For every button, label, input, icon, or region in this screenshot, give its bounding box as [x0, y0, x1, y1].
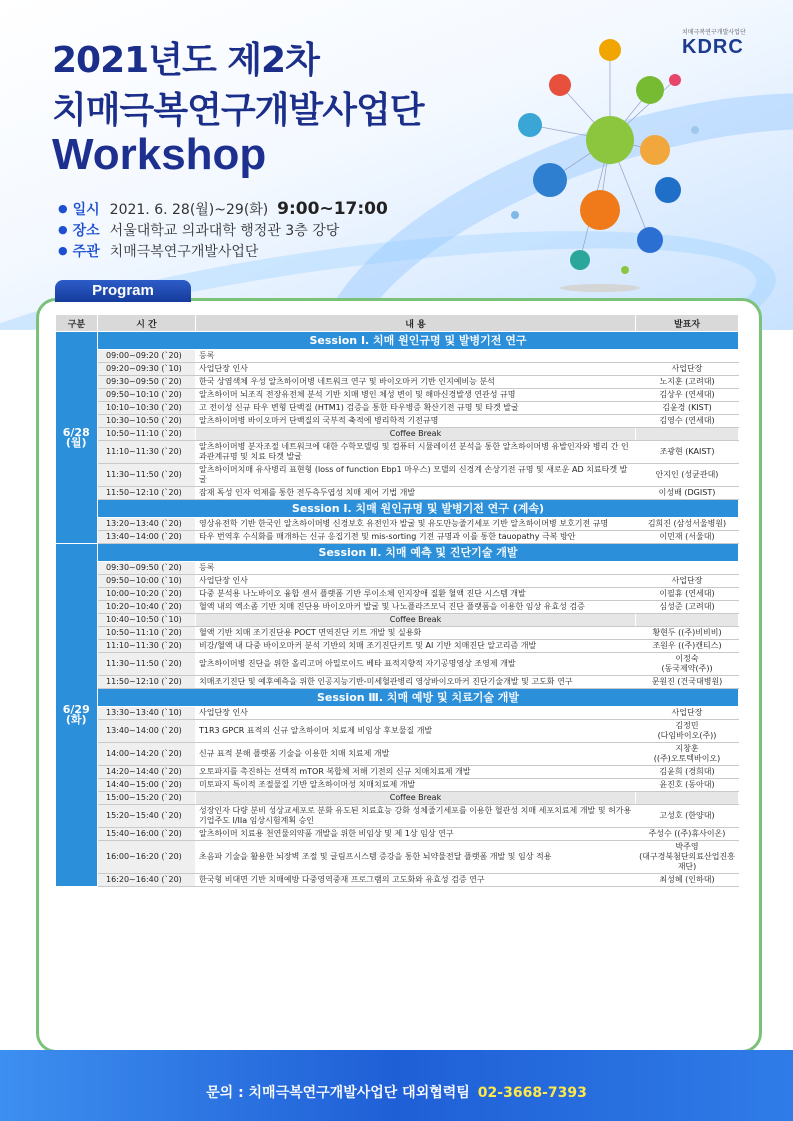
content-cell: 알츠하이머 치료용 천연물의약품 개발을 위한 비임상 및 제 1상 임상 연구: [196, 828, 636, 841]
content-cell: 타우 번역후 수식화를 매개하는 신규 응집기전 및 mis-sorting 기전 규명과 이를 통한 tauopathy 극복 방안: [196, 531, 636, 544]
table-row: [56, 766, 739, 779]
logo-subtitle: 치매극복연구개발사업단: [682, 29, 746, 36]
content-cell: 알츠하이머병 바이오마커 단백질의 국부적 축적에 병리학적 기전규명: [196, 415, 636, 428]
dna-icon: [518, 113, 542, 137]
time-cell: 10:50~11:10 (`20): [98, 428, 196, 441]
speaker-cell: 이민재 (서울대): [636, 531, 739, 544]
time-cell: 15:40~16:00 (`20): [98, 828, 196, 841]
time-cell: 15:00~15:20 (`20): [98, 792, 196, 805]
table-row: [56, 627, 739, 640]
speaker-cell: 사업단장: [636, 707, 739, 720]
contact-phone: 02-3668-7393: [477, 1085, 587, 1101]
table-row: [56, 376, 739, 389]
time-cell: 09:30~09:50 (`20): [98, 562, 196, 575]
table-row: [56, 428, 739, 441]
time-cell: 10:00~10:20 (`20): [98, 588, 196, 601]
table-row: [56, 707, 739, 720]
logo-name: KDRC: [682, 36, 744, 58]
speaker-cell: 조원우 ((주)캔티스): [636, 640, 739, 653]
content-cell: 혈액 내의 엑소좀 기반 치매 진단용 바이오마커 발굴 및 나노플라즈모닉 진단 플랫폼을 이용한 임상 유효성 검증: [196, 601, 636, 614]
table-row: [56, 588, 739, 601]
speaker-cell: 박주영 (대구경북첨단의료산업진흥재단): [636, 841, 739, 874]
content-cell: 사업단장 인사: [196, 707, 636, 720]
table-row: [56, 874, 739, 887]
time-cell: 15:20~15:40 (`20): [98, 805, 196, 828]
chart-icon: [636, 76, 664, 104]
time-cell: 10:40~10:50 (`10): [98, 614, 196, 627]
content-cell: 고 전이성 신규 타우 변형 단백질 (HTM1) 검증을 통한 타우병증 확산기전 규명 및 타겟 발굴: [196, 402, 636, 415]
speaker-cell: 고성호 (한양대): [636, 805, 739, 828]
session-title: Session Ⅲ. 치매 예방 및 치료기술 개발: [98, 689, 739, 707]
speaker-cell: 심성준 (고려대): [636, 601, 739, 614]
content-cell: 등록: [196, 562, 636, 575]
speaker-cell: 황현두 ((주)비비비): [636, 627, 739, 640]
table-row: [56, 841, 739, 874]
content-cell: 등록: [196, 350, 636, 363]
time-cell: 09:50~10:00 (`10): [98, 575, 196, 588]
bullet-icon: ●: [58, 244, 68, 257]
speaker-cell: [636, 792, 739, 805]
time-cell: 11:10~11:30 (`20): [98, 640, 196, 653]
bullet-icon: ●: [58, 202, 68, 215]
speaker-cell: 김희진 (삼성서울병원): [636, 518, 739, 531]
session-title: Session Ⅰ. 치매 원인규명 및 발병기전 연구: [98, 332, 739, 350]
content-cell: 사업단장 인사: [196, 575, 636, 588]
team-icon: [580, 190, 620, 230]
content-cell: 미토파지 특이적 조절물질 기반 알츠하이머성 치매치료제 개발: [196, 779, 636, 792]
session-title: Session Ⅱ. 치매 예측 및 진단기술 개발: [98, 544, 739, 562]
table-row: [56, 676, 739, 689]
content-cell: 초음파 기술을 활용한 뇌장벽 조절 및 글림프시스템 증강을 통한 뇌약물전달 플랫폼 개발 및 임상 적용: [196, 841, 636, 874]
speaker-cell: 사업단장: [636, 575, 739, 588]
table-row: [56, 805, 739, 828]
table-row: [56, 720, 739, 743]
speaker-cell: 사업단장: [636, 363, 739, 376]
thumbs-up-icon: [637, 227, 663, 253]
table-row: [56, 531, 739, 544]
clipboard-icon: [655, 177, 681, 203]
time-cell: 16:20~16:40 (`20): [98, 874, 196, 887]
content-cell: 알츠하이머 뇌조직 전장유전체 분석 기반 치매 병인 체성 변이 및 해마신경발생 연관성 규명: [196, 389, 636, 402]
host-label: 주관: [72, 243, 100, 260]
speaker-cell: 주성수 ((주)휴사이온): [636, 828, 739, 841]
contact-info: [0, 1082, 793, 1102]
session-title: Session Ⅰ. 치매 원인규명 및 발병기전 연구 (계속): [98, 500, 739, 518]
folder-icon: [599, 39, 621, 61]
content-cell: 알츠하이머치매 유사병리 표현형 (loss of function Ebp1 마우스) 모델의 신경계 손상기전 규명 및 새로운 AD 치료타겟 발굴: [196, 464, 636, 487]
time-cell: 09:30~09:50 (`20): [98, 376, 196, 389]
time-cell: 14:20~14:40 (`20): [98, 766, 196, 779]
title-line-3: Workshop: [52, 130, 267, 179]
time-value: 9:00~17:00: [277, 198, 388, 219]
table-row: [56, 653, 739, 676]
table-header-row: [56, 315, 739, 332]
table-row: [56, 575, 739, 588]
time-cell: 10:30~10:50 (`20): [98, 415, 196, 428]
day-label: 6/29 (화): [56, 544, 98, 887]
content-cell: 신규 표적 분해 플랫폼 기술을 이용한 치매 치료제 개발: [196, 743, 636, 766]
table-row: [56, 415, 739, 428]
speaker-cell: 최성혜 (인하대): [636, 874, 739, 887]
time-cell: 10:10~10:30 (`20): [98, 402, 196, 415]
speaker-cell: 지창훈 ((주)오토텍바이오): [636, 743, 739, 766]
speaker-cell: [636, 350, 739, 363]
header-content: 내 용: [196, 315, 636, 332]
time-cell: 10:50~11:10 (`20): [98, 627, 196, 640]
content-cell: 알츠하이머병 분자조절 네트워크에 대한 수학모델링 및 컴퓨터 시뮬레이션 분석을 통한 알츠하이머병 유발인자와 병리 간 인과관계규명 및 치료 타겟 발굴: [196, 441, 636, 464]
host-value: 치매극복연구개발사업단: [109, 243, 259, 260]
content-cell: Coffee Break: [196, 614, 636, 627]
table-row: [56, 350, 739, 363]
info-host: [58, 240, 388, 261]
program-tab: Program: [55, 280, 191, 302]
content-cell: 알츠하이머병 진단을 위한 올리고머 아밀로이드 베타 표적지향적 자기공명영상 조영제 개발: [196, 653, 636, 676]
table-row: [56, 828, 739, 841]
time-cell: 09:00~09:20 (`20): [98, 350, 196, 363]
program-table: [55, 314, 739, 887]
contact-text: 문의 : 치매극복연구개발사업단 대외협력팀: [206, 1085, 470, 1101]
content-cell: 한국 상염색체 우성 알츠하이머병 네트워크 연구 및 바이오마커 기반 인지예비능 분석: [196, 376, 636, 389]
info-date: [58, 198, 388, 219]
time-cell: 11:50~12:10 (`20): [98, 676, 196, 689]
speaker-cell: 윤진호 (동아대): [636, 779, 739, 792]
day-label: 6/28 (월): [56, 332, 98, 544]
content-cell: 잠재 독성 인자 억제를 통한 전두측두엽성 치매 제어 기법 개발: [196, 487, 636, 500]
table-row: [56, 464, 739, 487]
time-cell: 10:20~10:40 (`20): [98, 601, 196, 614]
speaker-cell: 노지훈 (고려대): [636, 376, 739, 389]
content-cell: Coffee Break: [196, 428, 636, 441]
speaker-cell: 이정숙 (동국제약(주)): [636, 653, 739, 676]
table-row: [56, 363, 739, 376]
stethoscope-icon: [640, 135, 670, 165]
speaker-cell: 김윤희 (경희대): [636, 766, 739, 779]
time-cell: 13:30~13:40 (`10): [98, 707, 196, 720]
speaker-cell: 김상우 (연세대): [636, 389, 739, 402]
date-value: 2021. 6. 28(월)~29(화): [109, 201, 269, 218]
speaker-cell: [636, 428, 739, 441]
session-row: [56, 332, 739, 350]
table-row: [56, 518, 739, 531]
content-cell: 다중 분석용 나노바이오 융합 센서 플랫폼 기반 루이소체 인지장애 질환 혈액 진단 시스템 개발: [196, 588, 636, 601]
speaker-cell: 김정민 (다임바이오(주)): [636, 720, 739, 743]
event-info: [58, 198, 388, 261]
time-cell: 14:40~15:00 (`20): [98, 779, 196, 792]
header-time: 시 간: [98, 315, 196, 332]
content-cell: 혈액 기반 치매 조기진단용 POCT 면역진단 키트 개발 및 실용화: [196, 627, 636, 640]
content-cell: 오토파지를 촉진하는 선택적 mTOR 복합체 저해 기전의 신규 치매치료제 개발: [196, 766, 636, 779]
content-cell: 영상유전학 기반 한국인 알츠하이머병 신경보호 유전인자 발굴 및 유도만능줄기세포 기반 알츠하이머병 보호기전 규명: [196, 518, 636, 531]
table-row: [56, 640, 739, 653]
time-cell: 09:20~09:30 (`10): [98, 363, 196, 376]
time-cell: 13:40~14:00 (`20): [98, 720, 196, 743]
time-cell: 11:10~11:30 (`20): [98, 441, 196, 464]
research-network-graphic: [500, 30, 780, 300]
speaker-cell: 문원진 (건국대병원): [636, 676, 739, 689]
book-icon: [586, 116, 634, 164]
date-label: 일시: [72, 201, 100, 218]
target-icon: [570, 250, 590, 270]
place-label: 장소: [72, 222, 100, 239]
session-row: [56, 689, 739, 707]
table-row: [56, 614, 739, 627]
content-cell: T1R3 GPCR 표적의 신규 알츠하이머 치료제 비임상 후보물질 개발: [196, 720, 636, 743]
node-icon: [669, 74, 681, 86]
content-cell: 성장인자 다량 분비 성상교세포로 분화 유도된 치료효능 강화 성체줄기세포를 이용한 혈관성 치매 세포치료제 개발 및 허가용 기업주도 I/IIa 임상시험계획 승인: [196, 805, 636, 828]
content-cell: 비강/혈액 내 다중 바이오마커 분석 기반의 치매 조기진단키트 및 AI 기반 치매진단 알고리즘 개발: [196, 640, 636, 653]
table-row: [56, 601, 739, 614]
header-category: 구분: [56, 315, 98, 332]
info-place: [58, 219, 388, 240]
time-cell: 11:30~11:50 (`20): [98, 464, 196, 487]
title-line-2: 치매극복연구개발사업단: [52, 90, 424, 131]
table-row: [56, 562, 739, 575]
session-row: [56, 544, 739, 562]
time-cell: 13:40~14:00 (`20): [98, 531, 196, 544]
table-row: [56, 792, 739, 805]
bullet-icon: ●: [58, 223, 68, 236]
table-row: [56, 779, 739, 792]
header-speaker: 발표자: [636, 315, 739, 332]
table-row: [56, 743, 739, 766]
table-row: [56, 487, 739, 500]
speaker-cell: 김윤경 (KIST): [636, 402, 739, 415]
time-cell: 16:00~16:20 (`20): [98, 841, 196, 874]
speaker-cell: 안지인 (성균관대): [636, 464, 739, 487]
speaker-cell: 이필휴 (연세대): [636, 588, 739, 601]
speaker-cell: 조광현 (KAIST): [636, 441, 739, 464]
content-cell: 치매조기진단 및 예후예측을 위한 인공지능기반-미세혈관병리 영상바이오마커 진단기술개발 및 고도화 연구: [196, 676, 636, 689]
table-row: [56, 441, 739, 464]
handshake-icon: [533, 163, 567, 197]
speaker-cell: [636, 562, 739, 575]
time-cell: 11:50~12:10 (`20): [98, 487, 196, 500]
speaker-cell: 이성배 (DGIST): [636, 487, 739, 500]
time-cell: 13:20~13:40 (`20): [98, 518, 196, 531]
title-line-1: 2021년도 제2차: [52, 40, 319, 81]
table-row: [56, 402, 739, 415]
content-cell: Coffee Break: [196, 792, 636, 805]
speaker-cell: 김영수 (연세대): [636, 415, 739, 428]
session-row: [56, 500, 739, 518]
time-cell: 11:30~11:50 (`20): [98, 653, 196, 676]
speaker-cell: [636, 614, 739, 627]
place-value: 서울대학교 의과대학 행정관 3층 강당: [109, 222, 340, 239]
table-row: [56, 389, 739, 402]
time-cell: 14:00~14:20 (`20): [98, 743, 196, 766]
medical-kit-icon: [549, 74, 571, 96]
content-cell: 사업단장 인사: [196, 363, 636, 376]
time-cell: 09:50~10:10 (`20): [98, 389, 196, 402]
content-cell: 한국형 비대면 기반 치매예방 다중영역중재 프로그램의 고도화와 유효성 검증 연구: [196, 874, 636, 887]
